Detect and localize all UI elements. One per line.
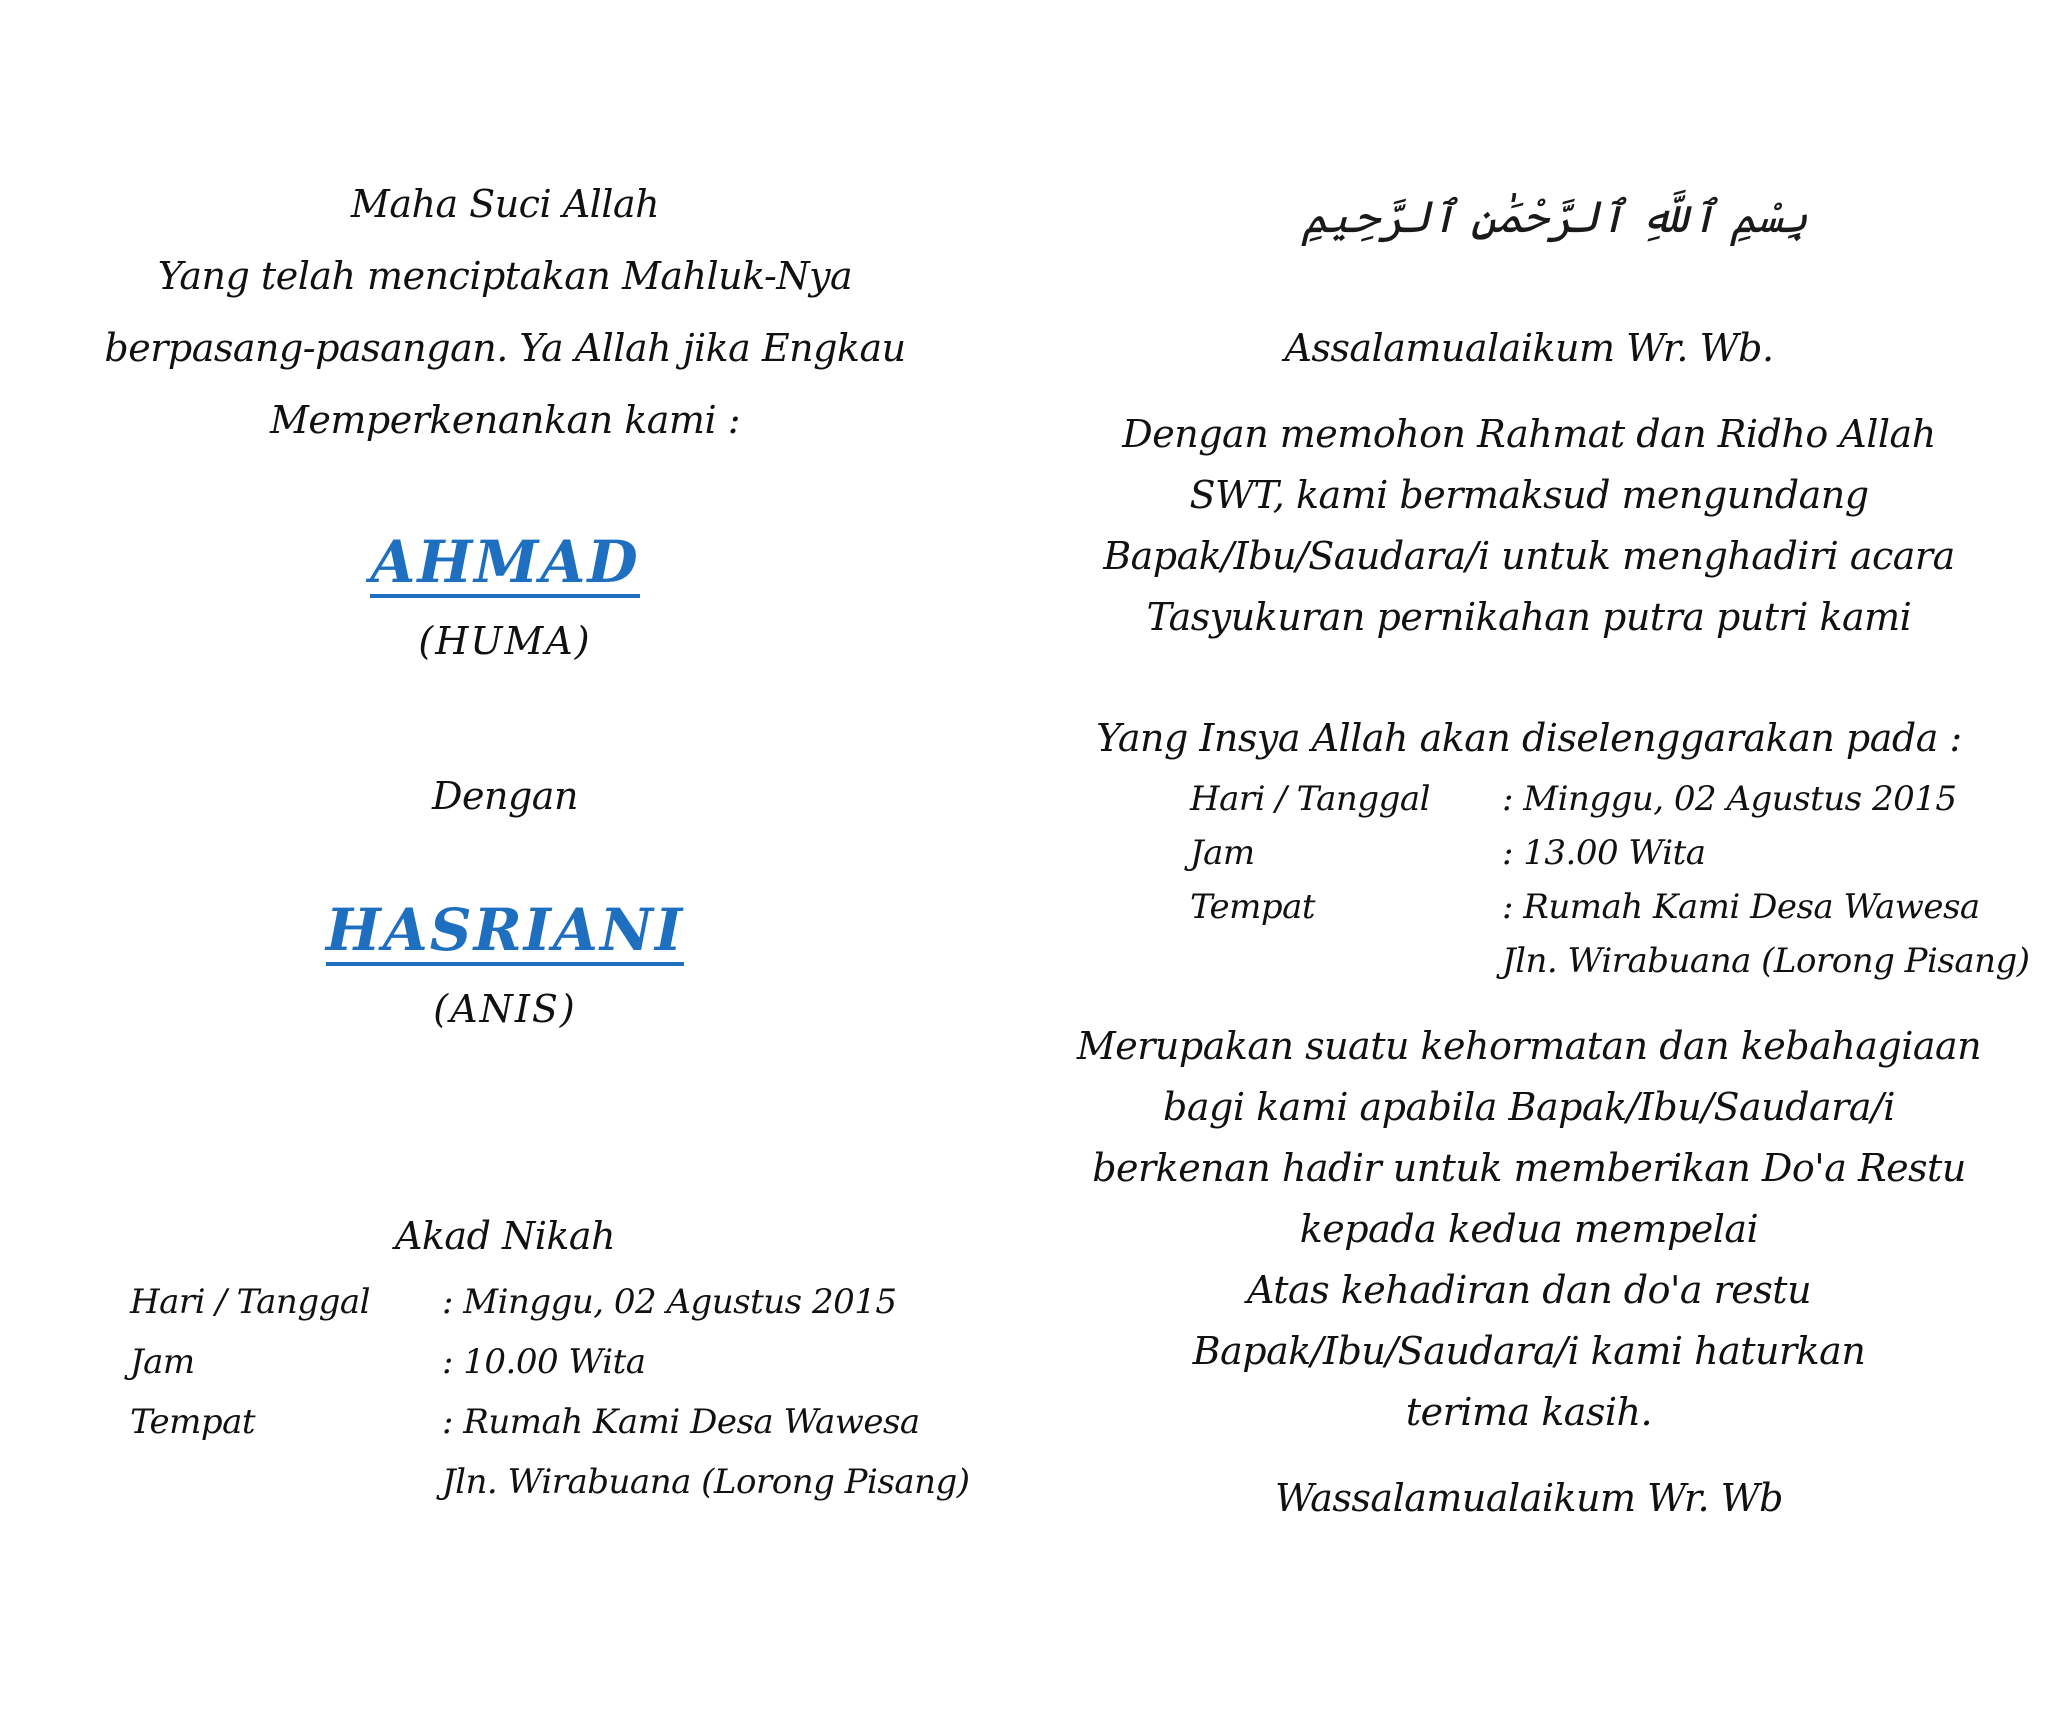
detail-value: : Rumah Kami Desa Wawesa: [1502, 887, 1980, 927]
bride-block: [0, 898, 1010, 1034]
intro-line: Memperkenankan kami :: [269, 398, 740, 442]
detail-value: : 10.00 Wita: [442, 1342, 646, 1382]
intro-line: Maha Suci Allah: [350, 182, 660, 226]
detail-row: [1190, 880, 2010, 934]
closing-line: bagi kami apabila Bapak/Ibu/Saudara/i: [1163, 1085, 1895, 1129]
basmalah-image: [1301, 178, 1809, 254]
detail-row: [1190, 934, 2030, 988]
detail-row: [1190, 772, 2010, 826]
closing-line: terima kasih.: [1405, 1390, 1653, 1434]
akad-title-block: [0, 1200, 1010, 1272]
greeting-text: Assalamualaikum Wr. Wb.: [1284, 326, 1774, 370]
basmalah-calligraphy: [1301, 178, 1809, 254]
farewell-block: [1010, 1462, 2048, 1534]
detail-label: [130, 1452, 442, 1512]
akad-title: Akad Nikah: [394, 1214, 616, 1258]
detail-value: : 13.00 Wita: [1502, 833, 1706, 873]
detail-row: [130, 1392, 950, 1452]
closing-line: Merupakan suatu kehormatan dan kebahagiaan: [1076, 1024, 1982, 1068]
detail-row: [130, 1272, 950, 1332]
greeting-block: [1010, 312, 2048, 384]
intro-line: Yang telah menciptakan Mahluk-Nya: [157, 254, 853, 298]
detail-label: [1190, 934, 1502, 988]
conjunction-text: Dengan: [432, 774, 578, 818]
detail-label: Tempat: [130, 1402, 256, 1442]
detail-value: : Minggu, 02 Agustus 2015: [1502, 779, 1957, 819]
bride-name: HASRIANI: [325, 896, 685, 964]
closing-line: Bapak/Ibu/Saudara/i kami haturkan: [1192, 1329, 1866, 1373]
detail-value: : Rumah Kami Desa Wawesa: [442, 1402, 920, 1442]
event-intro: Yang Insya Allah akan diselenggarakan pada :: [1096, 716, 1962, 760]
intro-line: berpasang-pasangan. Ya Allah jika Engkau: [104, 326, 906, 370]
detail-label: Hari / Tanggal: [130, 1282, 370, 1322]
invitation-line: Dengan memohon Rahmat dan Ridho Allah: [1122, 412, 1936, 456]
farewell-text: Wassalamualaikum Wr. Wb: [1275, 1476, 1783, 1520]
invitation-line: Tasyukuran pernikahan putra putri kami: [1146, 595, 1912, 639]
event-details: [1190, 772, 2030, 988]
groom-block: [0, 530, 1010, 666]
detail-value: : Minggu, 02 Agustus 2015: [442, 1282, 897, 1322]
detail-label: Hari / Tanggal: [1190, 779, 1430, 819]
opening-verse: [0, 168, 1010, 456]
detail-value: Jln. Wirabuana (Lorong Pisang): [1502, 941, 2030, 981]
detail-label: Jam: [1190, 833, 1255, 873]
detail-value: Jln. Wirabuana (Lorong Pisang): [442, 1462, 970, 1502]
invitation-line: Bapak/Ibu/Saudara/i untuk menghadiri acara: [1103, 534, 1955, 578]
detail-row: [130, 1452, 970, 1512]
invitation-line: SWT, kami bermaksud mengundang: [1189, 473, 1869, 517]
detail-label: Tempat: [1190, 887, 1316, 927]
closing-text: [1010, 1016, 2048, 1443]
right-page: [1010, 0, 2048, 1721]
detail-row: [1190, 826, 2010, 880]
event-intro-block: [1010, 708, 2048, 768]
conjunction-block: [0, 760, 1010, 832]
basmalah-text: بِسْمِ ٱللَّهِ ٱلرَّحْمَٰنِ ٱلرَّحِيمِ: [1301, 192, 1809, 243]
left-page: [0, 0, 1010, 1721]
invitation-text: [1010, 404, 2048, 648]
detail-label: Jam: [130, 1342, 195, 1382]
groom-name: AHMAD: [370, 528, 640, 596]
closing-line: Atas kehadiran dan do'a restu: [1246, 1268, 1812, 1312]
closing-line: kepada kedua mempelai: [1299, 1207, 1759, 1251]
akad-details: [130, 1272, 970, 1512]
groom-nickname: (HUMA): [418, 619, 592, 663]
bride-nickname: (ANIS): [433, 987, 577, 1031]
detail-row: [130, 1332, 950, 1392]
closing-line: berkenan hadir untuk memberikan Do'a Restu: [1092, 1146, 1966, 1190]
